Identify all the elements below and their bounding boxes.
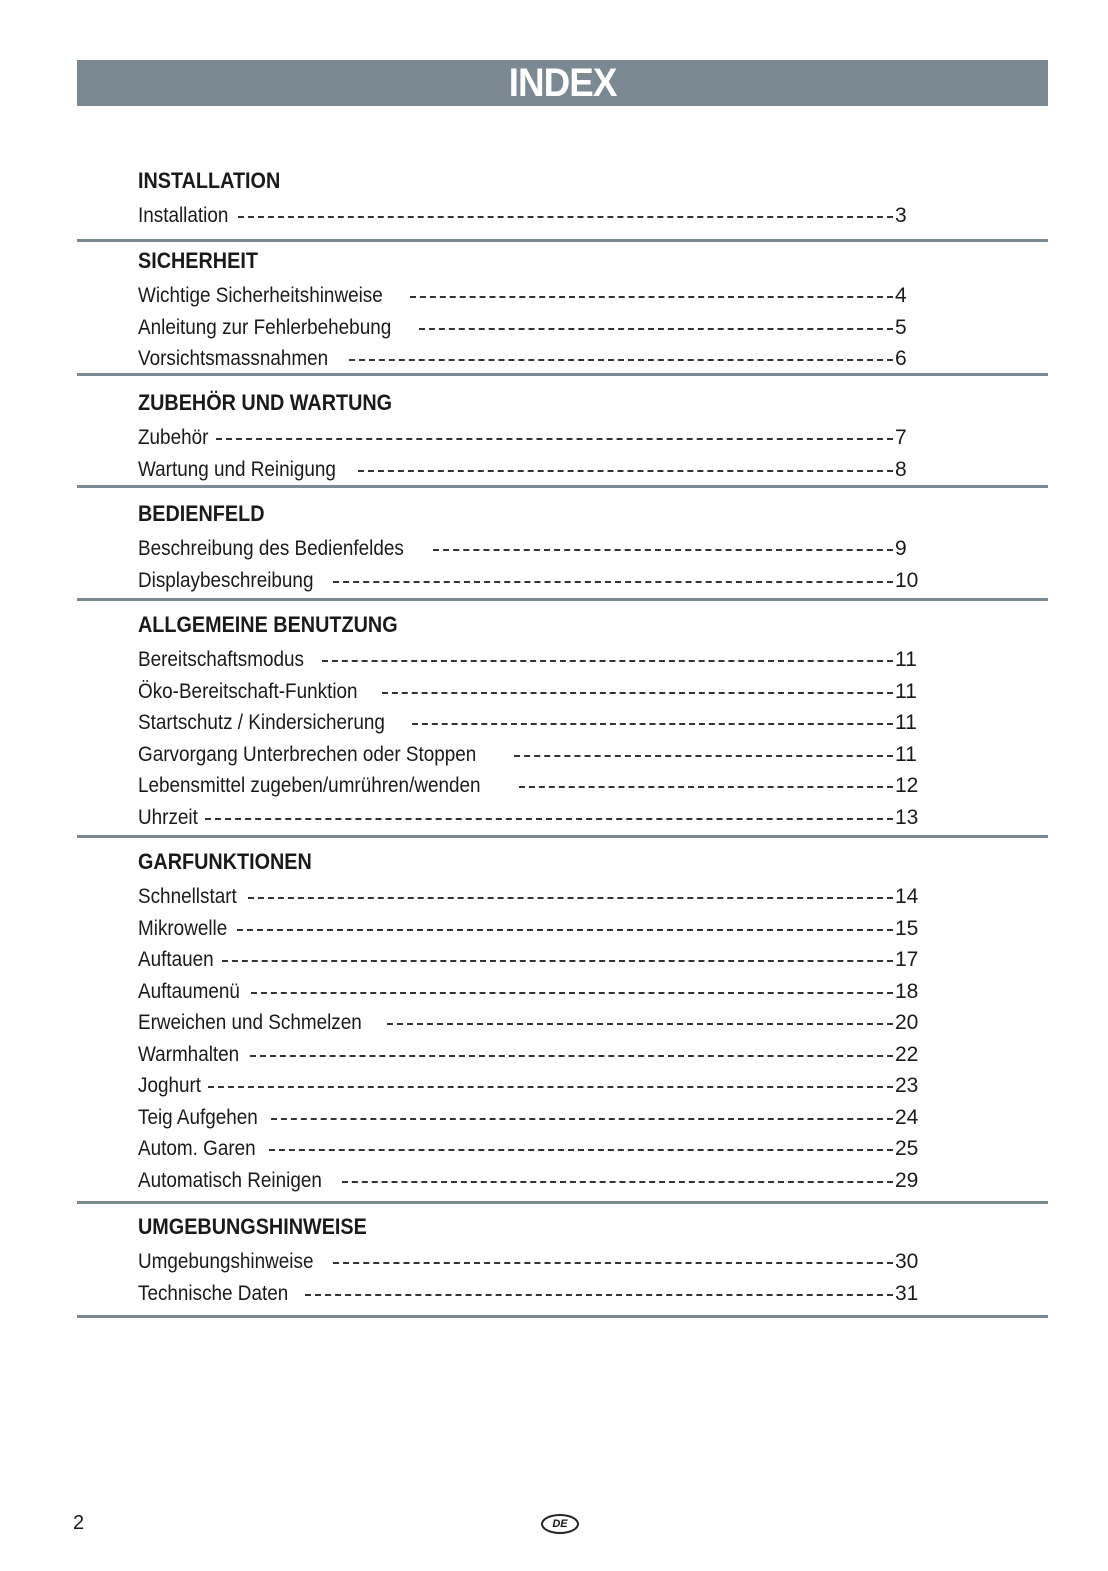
toc-entry-page: 24 xyxy=(895,1105,919,1129)
language-badge xyxy=(541,1514,579,1534)
dotted-leader xyxy=(349,337,893,361)
toc-entry-page: 8 xyxy=(895,457,907,481)
dotted-leader xyxy=(269,1127,893,1151)
toc-entry[interactable] xyxy=(138,1102,923,1130)
toc-entry-page: 14 xyxy=(895,885,919,908)
toc-entry-page: 17 xyxy=(895,948,919,971)
toc-entry-label: Wichtige Sicherheitshinweise xyxy=(138,284,383,307)
dotted-leader xyxy=(271,1096,893,1120)
index-title-bar xyxy=(77,60,1048,106)
toc-entry[interactable] xyxy=(138,1246,923,1274)
dotted-leader xyxy=(251,970,893,994)
toc-entry-label: Zubehör xyxy=(138,426,209,449)
toc-entry-page: 22 xyxy=(895,1042,919,1066)
toc-entry-label: Umgebungshinweise xyxy=(138,1250,314,1273)
toc-entry-label: Teig Aufgehen xyxy=(138,1105,258,1129)
dotted-leader xyxy=(382,670,893,694)
dotted-leader xyxy=(358,448,893,472)
toc-entry-label: Startschutz / Kindersicherung xyxy=(138,711,385,734)
toc-entry-page: 3 xyxy=(895,204,907,227)
toc-entry-label: Beschreibung des Bedienfeldes xyxy=(138,537,404,560)
section-heading: UMGEBUNGSHINWEISE xyxy=(138,1214,367,1239)
section-heading: GARFUNKTIONEN xyxy=(138,849,312,874)
dotted-leader xyxy=(208,1064,893,1088)
toc-entry-page: 12 xyxy=(895,774,919,797)
dotted-leader xyxy=(205,796,893,820)
toc-entry[interactable] xyxy=(138,707,923,735)
toc-entry-page: 31 xyxy=(895,1281,919,1305)
dotted-leader xyxy=(433,527,893,551)
toc-entry[interactable] xyxy=(138,565,923,593)
section-heading: SICHERHEIT xyxy=(138,248,258,273)
toc-entry-label: Mikrowelle xyxy=(138,916,228,940)
toc-entry[interactable] xyxy=(138,422,923,450)
toc-entry[interactable] xyxy=(138,739,923,767)
toc-entry[interactable] xyxy=(138,1133,923,1161)
toc-entry-label: Uhrzeit xyxy=(138,805,198,829)
section-divider xyxy=(77,1201,1048,1204)
section-heading: ZUBEHÖR UND WARTUNG xyxy=(138,390,393,415)
dotted-leader xyxy=(250,1033,893,1057)
toc-entry-label: Autom. Garen xyxy=(138,1137,256,1160)
toc-entry[interactable] xyxy=(138,1165,923,1193)
toc-entry[interactable] xyxy=(138,280,923,308)
dotted-leader xyxy=(333,559,893,583)
toc-entry[interactable] xyxy=(138,644,923,672)
section-divider xyxy=(77,835,1048,838)
toc-entry-label: Öko-Bereitschaft-Funktion xyxy=(138,679,358,703)
section-divider xyxy=(77,373,1048,376)
toc-entry[interactable] xyxy=(138,944,923,972)
toc-entry[interactable] xyxy=(138,1007,923,1035)
toc-entry-label: Wartung und Reinigung xyxy=(138,457,336,481)
toc-entry-label: Anleitung zur Fehlerbehebung xyxy=(138,315,392,339)
dotted-leader xyxy=(333,1240,893,1264)
toc-entry[interactable] xyxy=(138,1039,923,1067)
toc-entry[interactable] xyxy=(138,913,923,941)
toc-entry[interactable] xyxy=(138,454,923,482)
toc-entry[interactable] xyxy=(138,343,923,371)
toc-entry[interactable] xyxy=(138,200,923,228)
dotted-leader xyxy=(222,938,893,962)
toc-entry-label: Installation xyxy=(138,204,229,227)
toc-entry[interactable] xyxy=(138,881,923,909)
page-number: 2 xyxy=(73,1512,85,1534)
section-heading: ALLGEMEINE BENUTZUNG xyxy=(138,612,398,637)
dotted-leader xyxy=(248,875,893,899)
toc-entry-label: Warmhalten xyxy=(138,1042,240,1066)
section-heading: INSTALLATION xyxy=(138,168,281,193)
dotted-leader xyxy=(519,764,893,788)
toc-entry-page: 15 xyxy=(895,916,919,940)
dotted-leader xyxy=(419,306,893,330)
toc-entry[interactable] xyxy=(138,802,923,830)
section-divider xyxy=(77,485,1048,488)
toc-entry-label: Schnellstart xyxy=(138,885,237,908)
toc-entry-page: 11 xyxy=(895,742,917,766)
toc-entry[interactable] xyxy=(138,312,923,340)
toc-entry-page: 13 xyxy=(895,805,919,829)
toc-entry-label: Auftauen xyxy=(138,948,214,971)
toc-entry[interactable] xyxy=(138,533,923,561)
dotted-leader xyxy=(305,1272,893,1296)
language-badge-label: DE xyxy=(552,1518,568,1530)
dotted-leader xyxy=(412,701,893,725)
toc-entry-page: 4 xyxy=(895,284,907,307)
toc-entry-page: 30 xyxy=(895,1250,919,1273)
dotted-leader xyxy=(322,638,893,662)
toc-entry-page: 29 xyxy=(895,1168,919,1192)
page-title: INDEX xyxy=(508,60,617,105)
toc-entry-page: 6 xyxy=(895,347,907,370)
dotted-leader xyxy=(342,1159,893,1183)
dotted-leader xyxy=(514,733,893,757)
section-divider xyxy=(77,239,1048,242)
dotted-leader xyxy=(410,274,893,298)
toc-entry-page: 11 xyxy=(895,648,917,671)
toc-entry-label: Displaybeschreibung xyxy=(138,568,314,592)
toc-entry-label: Erweichen und Schmelzen xyxy=(138,1011,362,1034)
toc-entry-label: Lebensmittel zugeben/umrühren/wenden xyxy=(138,774,481,797)
toc-entry[interactable] xyxy=(138,1278,923,1306)
toc-entry-page: 23 xyxy=(895,1074,919,1097)
toc-entry[interactable] xyxy=(138,770,923,798)
toc-entry-page: 11 xyxy=(895,711,917,734)
toc-entry[interactable] xyxy=(138,976,923,1004)
section-heading: BEDIENFELD xyxy=(138,501,265,526)
toc-entry-page: 7 xyxy=(895,426,907,449)
toc-entry[interactable] xyxy=(138,1070,923,1098)
toc-entry-label: Auftaumenü xyxy=(138,979,240,1003)
dotted-leader xyxy=(238,194,893,218)
toc-entry-page: 18 xyxy=(895,979,919,1003)
toc-entry-label: Vorsichtsmassnahmen xyxy=(138,347,329,370)
toc-entry-page: 5 xyxy=(895,315,907,339)
toc-entry-label: Garvorgang Unterbrechen oder Stoppen xyxy=(138,742,477,766)
toc-entry-page: 9 xyxy=(895,537,907,560)
toc-entry-label: Joghurt xyxy=(138,1074,202,1097)
toc-entry-label: Bereitschaftsmodus xyxy=(138,648,304,671)
dotted-leader xyxy=(237,907,893,931)
dotted-leader xyxy=(216,416,893,440)
toc-entry-page: 25 xyxy=(895,1137,919,1160)
toc-entry-label: Technische Daten xyxy=(138,1281,289,1305)
section-divider xyxy=(77,598,1048,601)
toc-entry-page: 10 xyxy=(895,568,919,592)
section-divider xyxy=(77,1315,1048,1318)
toc-entry[interactable] xyxy=(138,676,923,704)
toc-entry-label: Automatisch Reinigen xyxy=(138,1168,322,1192)
toc-entry-page: 11 xyxy=(895,679,917,703)
dotted-leader xyxy=(387,1001,893,1025)
toc-entry-page: 20 xyxy=(895,1011,919,1034)
